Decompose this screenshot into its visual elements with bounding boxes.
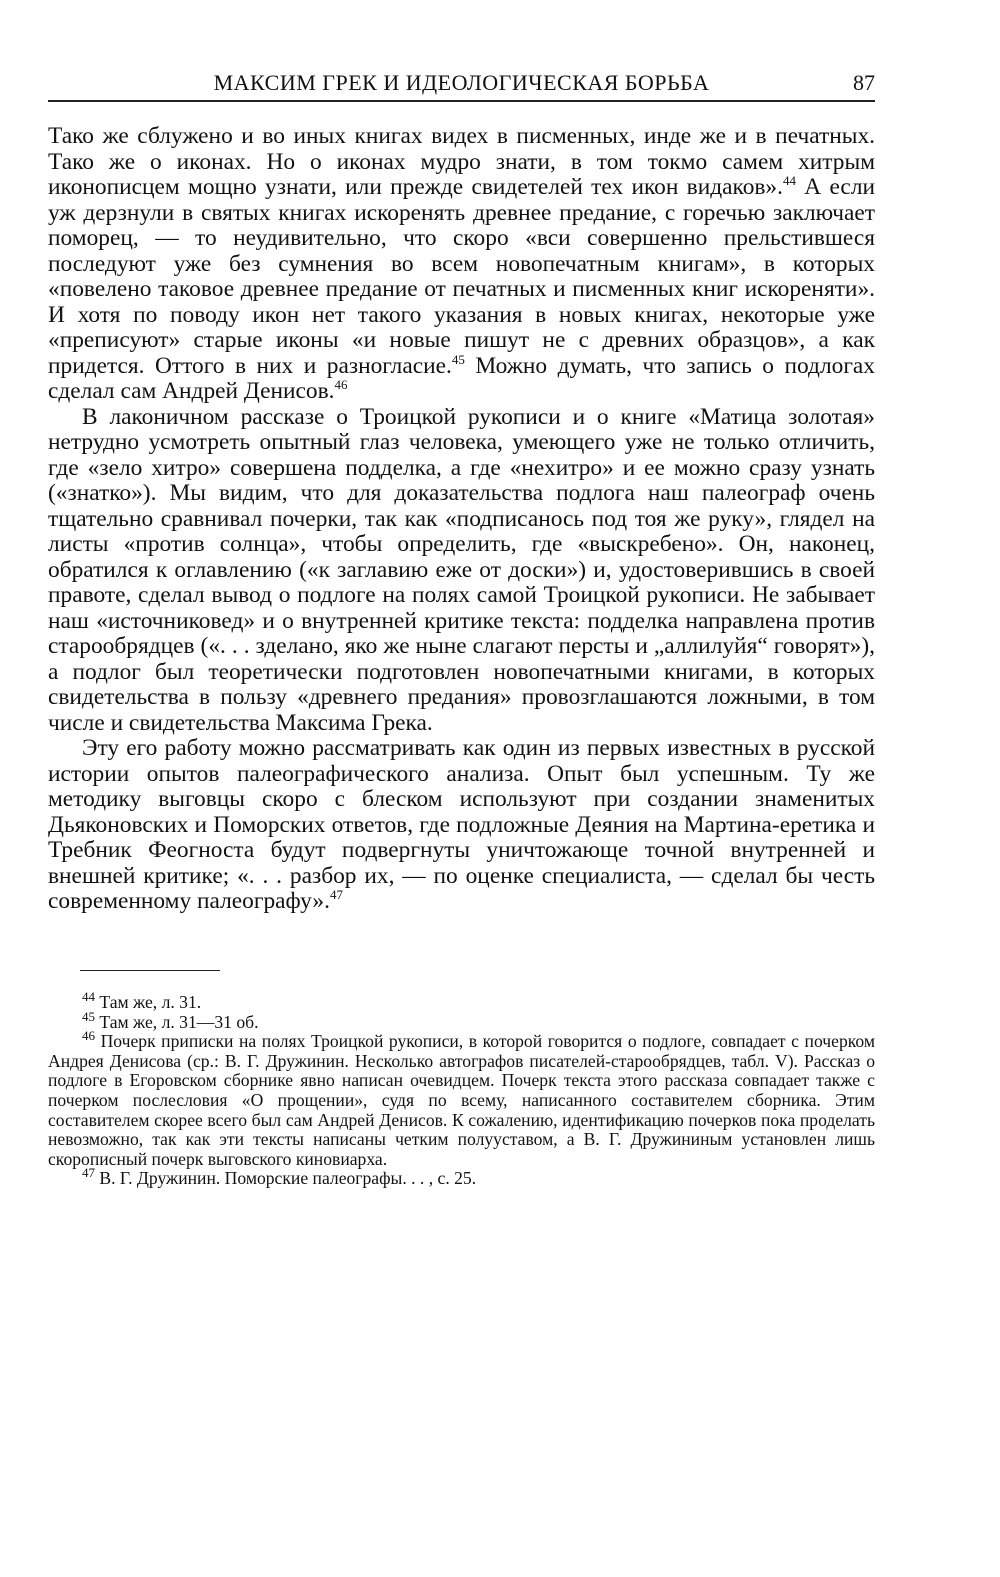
footnote-text: Там же, л. 31—31 об. [95,1011,259,1032]
footnote-ref: 46 [334,377,348,393]
text-run: А если уж дерзнули в святых книгах искоренять древнее предание, с горечью заключает поморец, — то неудивительно, что скоро «вси совершенно прельстившеся последуют уже без сумнения во всем новопечатным книгам», в которых «повелено таковое древнее предание от печатных и писменных книг искореняти». И хотя по поводу икон нет такого указания в новых книгах, некоторые уже «преписуют» старые иконы «и новые пишут не с древних образцов», а как придется. Оттого в них и разногласие. [48,174,876,379]
text-run: Можно думать, что запись о подлогах сделал сам Андрей Денисов. [48,352,875,404]
running-title: МАКСИМ ГРЕК И ИДЕОЛОГИЧЕСКАЯ БОРЬБА [213,70,710,95]
footnote-ref: 44 [782,173,796,189]
paragraph [48,736,875,915]
footnote-text: Почерк приписки на полях Троицкой рукописи, в которой говорится о подлоге, совпадает с почерком Андрея Денисова (ср.: В. Г. Дружинин. Несколько автографов писателей-старообрядцев, табл. V). Рассказ о подлоге в Егоровском сборнике явно написан очевидцем. Почерк текста этого рассказа совпадает также с почерком послесловия «О прощении», судя по всему, написанного составителем сборника. Этим составителем скорее всего был сам Андрей Денисов. К сожалению, идентификацию почерков пока проделать невозможно, так как эти тексты написаны четким полууставом, а В. Г. Дружининым установлен лишь скорописный почерк выговского киновиарха. [48,1031,875,1169]
footnote [48,1008,875,1033]
footnote [48,989,875,1013]
page-number: 87 [853,70,875,95]
footnote-ref: 45 [451,351,465,367]
footnote-number: 45 [82,1008,95,1024]
text-run: Эту его работу можно рассматривать как один из первых известных в русской истории опытов палеографического анализа. Опыт был успешным. Ту же методику выговцы скоро с блеском используют при создании знаменитых Дьяконовских и Поморских ответов, где подложные Деяния на Мартина-еретика и Требник Феогноста будут подвергнуты уничтожающе точной внутренней и внешней критике; «. . . разбор их, — по оценке специалиста, — сделал бы честь современному палеографу». [48,735,875,914]
footnotes [48,989,875,1189]
paragraph [48,405,875,737]
paragraph [48,124,875,405]
footnote-number: 47 [82,1165,95,1181]
body-text [48,124,875,915]
text-run: Тако же сблужено и во иных книгах видех в писменных, инде же и в печатных. Тако же о иконах. Но о иконах мудро знати, в том токмо самем хитрым иконописцем мощно узнати, или прежде свидетелей тех икон видаков». [48,123,875,200]
footnote-text: Там же, л. 31. [95,992,202,1012]
footnote-number: 46 [82,1028,95,1044]
footnote-ref: 47 [329,887,343,903]
running-header [48,66,875,102]
footnote [48,1165,875,1189]
footnote [48,1028,875,1169]
footnote-text: В. Г. Дружинин. Поморские палеографы. . . , с. 25. [95,1168,477,1189]
footnote-divider [80,970,220,971]
footnote-number: 44 [82,989,95,1005]
text-run: В лаконичном рассказе о Троицкой рукописи и о книге «Матица золотая» нетрудно усмотреть опытный глаз человека, умеющего уже не только отличить, где «зело хитро» совершена подделка, а где «нехитро» и ее можно сразу узнать («знатко»). Мы видим, что для доказательства подлога наш палеограф очень тщательно сравнивал почерки, так как «подписанось под тоя же руку», глядел на листы «против солнца», чтобы определить, где «выскребено». Он, наконец, обратился к оглавлению («к заглавию еже от доски») и, удостоверившись в своей правоте, сделал вывод о подлоге на полях самой Троицкой рукописи. Не забывает наш «источниковед» и о внутренней критике текста: подделка направлена против старообрядцев («. . . зделано, яко же ныне слагают персты и „аллилуйя“ говорят»), а подлог был теоретически подготовлен новопечатными книгами, в которых свидетельства в пользу «древнего предания» провозглашаются ложными, в том числе и свидетельства Максима Грека. [48,403,875,736]
